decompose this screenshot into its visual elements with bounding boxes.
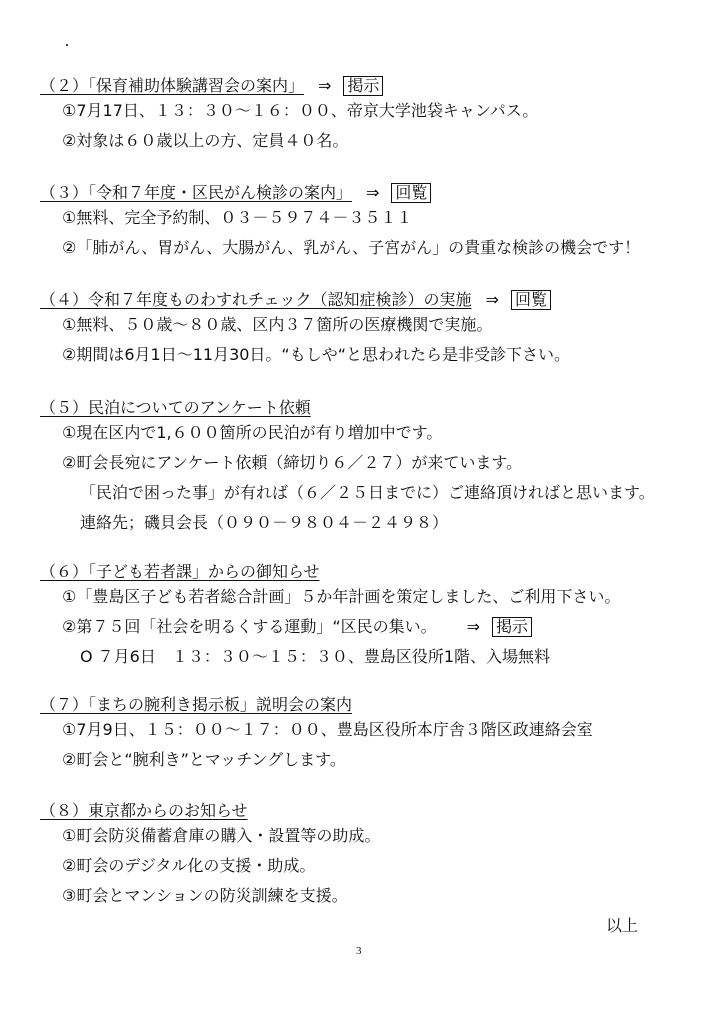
list-item: ①7月9日、１５：００～１７：００、豊島区役所本庁舎３階区政連絡会室 [62, 720, 593, 739]
heading-text: （２）「保育補助体験講習会の案内」 [40, 76, 305, 95]
list-item: ③町会とマンションの防災訓練を支援。 [62, 886, 348, 905]
list-item: ②対象は６０歳以上の方、定員４０名。 [62, 131, 349, 150]
section-heading [40, 695, 700, 715]
list-item: ①町会防災備蓄倉庫の購入・設置等の助成。 [62, 826, 381, 845]
arrow-icon: ⇒ [466, 617, 481, 636]
section-heading [40, 562, 700, 582]
arrow-icon: ⇒ [485, 290, 499, 309]
item-text: ②第７５回「社会を明るくする運動」“区民の集い。 [62, 617, 437, 636]
heading-text: （７）「まちの腕利き掲示板」説明会の案内 [40, 695, 353, 714]
heading-text: （４）令和７年度ものわすれチェック（認知症検診）の実施 [40, 290, 472, 309]
arrow-icon: ⇒ [366, 183, 380, 202]
list-item: ①無料、５０歳～８０歳、区内３７箇所の医療機関で実施。 [62, 315, 493, 334]
list-item: 「民泊で困った事」が有れば（６／２５日までに）ご連絡頂ければと思います。 [80, 483, 655, 502]
contact-line: 連絡先；磯貝会長（０９０－９８０４－２４９８） [80, 513, 449, 532]
section-heading [40, 183, 700, 203]
list-item: ①無料、完全予約制、０３－５９７４－３５１１ [62, 208, 413, 227]
section-heading [40, 398, 700, 418]
list-item: ②期間は6月1日～11月30日。“もしや“と思われたら是非受診下さい。 [62, 345, 571, 364]
list-item: ①「豊島区子ども若者総合計画」５か年計画を策定しました、ご利用下さい。 [62, 587, 621, 606]
notice-tag: 回覧 [391, 183, 431, 203]
list-item [62, 617, 700, 637]
list-item: ②町会と“腕利き”とマッチングします。 [62, 750, 346, 769]
heading-text: （６）「子ども若者課」からの御知らせ [40, 562, 320, 581]
scan-speck [66, 44, 68, 46]
heading-text: （３）「令和７年度・区民がん検診の案内」 [40, 183, 353, 202]
section-8 [40, 801, 700, 906]
section-3 [40, 183, 700, 258]
section-heading [40, 76, 700, 96]
list-item: ②町会のデジタル化の支援・助成。 [62, 856, 316, 875]
notice-tag: 掲示 [343, 76, 383, 96]
arrow-icon: ⇒ [318, 76, 332, 95]
section-7 [40, 695, 700, 770]
section-5 [40, 398, 700, 533]
section-2 [40, 76, 700, 151]
heading-text: （５）民泊についてのアンケート依頼 [40, 398, 311, 417]
section-heading [40, 801, 700, 821]
notice-tag: 掲示 [492, 617, 532, 637]
section-6 [40, 562, 700, 667]
list-item: ①7月17日、１３：３０～１６：００、帝京大学池袋キャンパス。 [62, 101, 539, 120]
heading-text: （８）東京都からのお知らせ [40, 801, 248, 820]
closing-text: 以上 [606, 916, 639, 935]
list-item: O ７月6日 １３：３０～１５：３０、豊島区役所1階、入場無料 [80, 647, 551, 666]
notice-tag: 回覧 [511, 290, 551, 310]
section-4 [40, 290, 700, 365]
section-heading [40, 290, 700, 310]
list-item: ②「肺がん、胃がん、大腸がん、乳がん、子宮がん」の貴重な検診の機会です！ [62, 238, 641, 257]
list-item: ②町会長宛にアンケート依頼（締切り６／２７）が来ています。 [62, 453, 523, 472]
page-number: 3 [356, 945, 362, 957]
list-item: ①現在区内で1,６００箇所の民泊が有り増加中です。 [62, 423, 443, 442]
